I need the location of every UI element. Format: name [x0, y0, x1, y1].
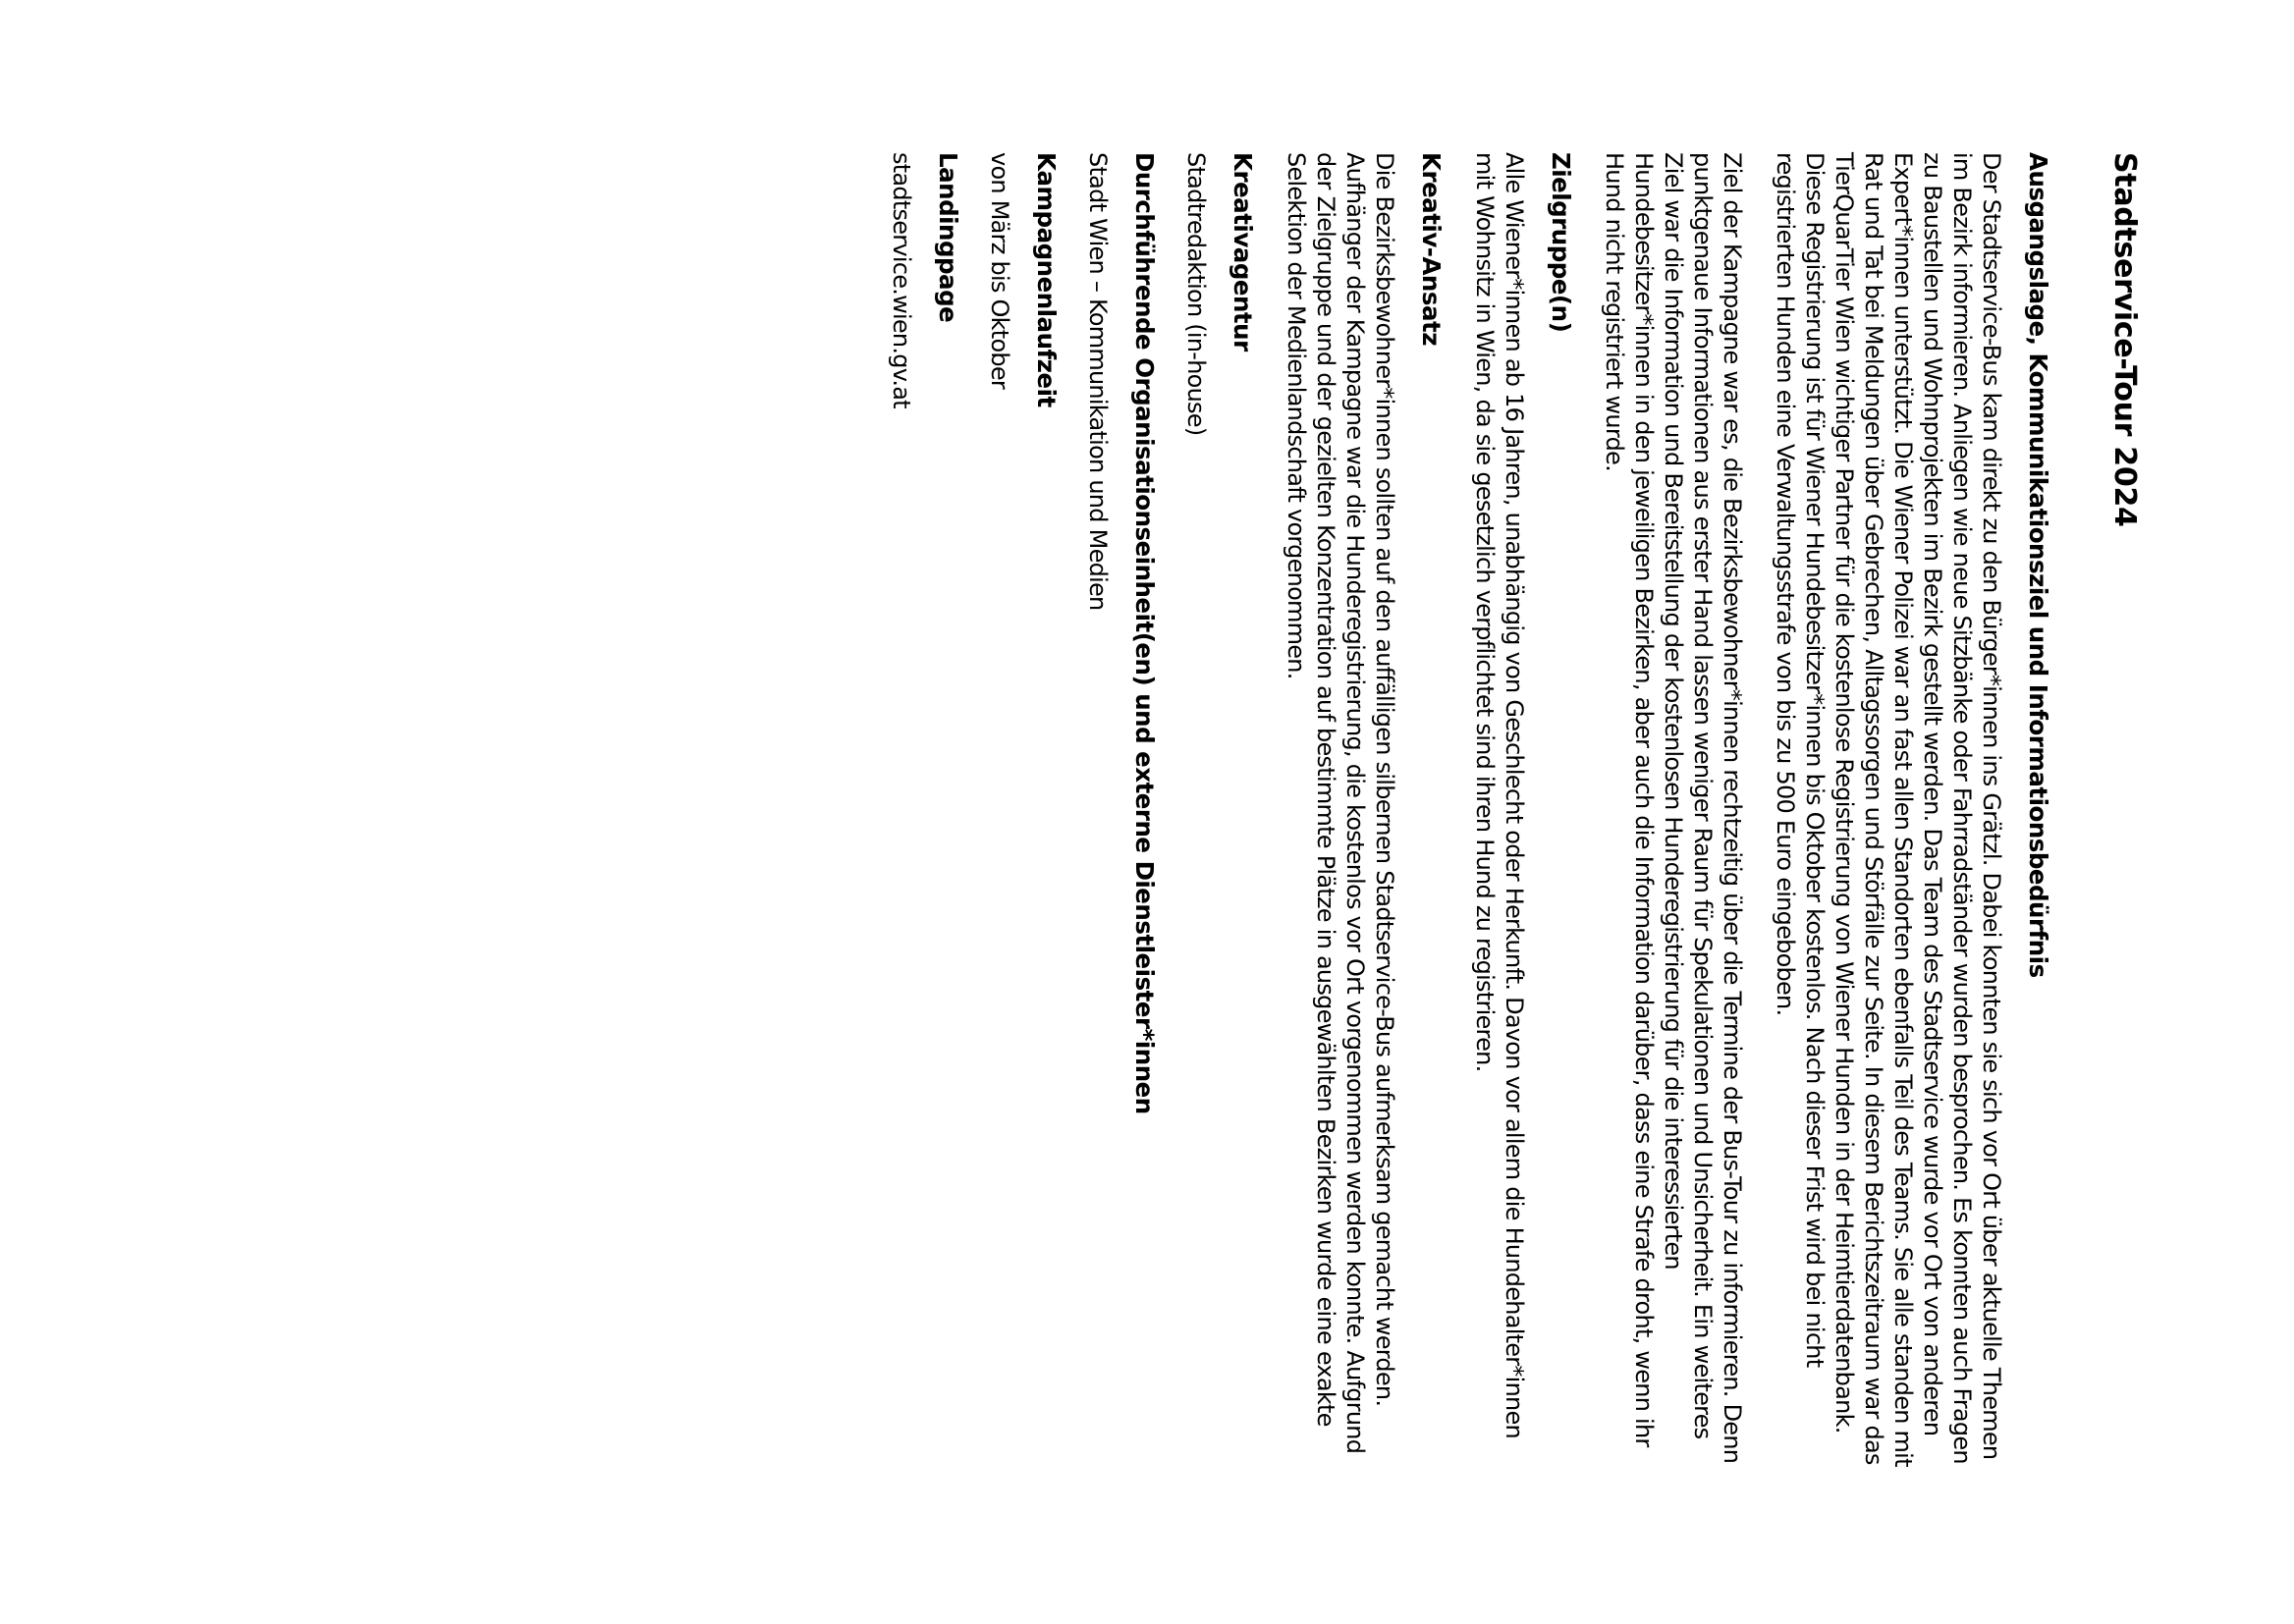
section-zielgruppe [1470, 152, 1576, 1467]
section-paragraph: von März bis Oktober [986, 152, 1013, 390]
section-heading: Kampagnenlaufzeit [1032, 152, 1061, 407]
section-organisationseinheit [1083, 152, 1160, 1467]
section-ausgangslage [1600, 152, 2053, 1467]
section-landingpage [887, 152, 963, 1467]
section-paragraph: Stadtredaktion (in-house) [1182, 152, 1210, 436]
section-paragraph: Stadt Wien – Kommunikation und Medien [1084, 152, 1112, 611]
section-heading: Kreativ-Ansatz [1417, 152, 1446, 346]
section-paragraph: Ziel der Kampagne war es, die Bezirksbewohner*innen rechtzeitig über die Termine der Bus-Tour zu informieren. Denn punktgenaue Informationen aus erster Hand lassen weniger Raum für Spekulationen und Unsicherheit. Ein weiteres Ziel war die Information und Bereitstellung der kostenlosen Hunderegistrierung für die interessierten Hundebesitzer*innen in den jeweiligen Bezirken, aber auch die Information darüber, dass eine Strafe droht, wenn ihr Hund nicht registriert wurde. [1601, 152, 1746, 1464]
section-kreativ-ansatz [1282, 152, 1447, 1467]
landingpage-url: stadtservice.wien.gv.at [888, 152, 915, 408]
section-heading: Kreativagentur [1229, 152, 1257, 352]
section-paragraph: Alle Wiener*innen ab 16 Jahren, unabhängig von Geschlecht oder Herkunft. Davon vor allem die Hundehalter*innen mit Wohnsitz in Wien, da sie gesetzlich verpflichtet sind ihren Hund zu registrieren. [1471, 152, 1528, 1438]
section-heading: Landingpage [934, 152, 962, 323]
section-heading: Zielgruppe(n) [1547, 152, 1575, 333]
section-paragraph: Der Stadtservice-Bus kam direkt zu den Bürger*innen ins Grätzl. Dabei konnten sie sich vor Ort über aktuelle Themen im Bezirk informieren. Anliegen wie neue Sitzbänke oder Fahrradständer wurden besprochen. Es konnten auch Fragen zu Baustellen und Wohnprojekten im Bezirk gestellt werden. Das Team des Stadtservice wurde vor Ort von anderen Expert*innen unterstützt. Die Wiener Polizei war an fast allen Standorten ebenfalls Teil des Teams. Sie alle standen mit Rat und Tat bei Meldungen über Gebrechen, Alltagssorgen und Störfälle zur Seite. In diesem Berichtszeitraum war das TierQuarTier Wien wichtiger Partner für die kostenlose Registrierung von Wiener Hunden in der Heimtierdatenbank. Diese Registrierung ist für Wiener Hundebesitzer*innen bis Oktober kostenlos. Nach dieser Frist wird bei nicht registrierten Hunden eine Verwaltungsstrafe von bis zu 500 Euro eingeboben. [1772, 152, 2005, 1467]
document-title: Stadtservice-Tour 2024 [2107, 152, 2142, 527]
section-kampagnenlaufzeit [985, 152, 1062, 1467]
section-heading: Ausgangslage, Kommunikationsziel und Informationsbedürfnis [2024, 152, 2052, 978]
section-heading: Durchführende Organisationseinheit(en) und externe Dienstleister*innen [1130, 152, 1159, 1114]
section-paragraph: Die Bezirksbewohner*innen sollten auf den auffälligen silbernen Stadtservice-Bus aufmerksam gemacht werden. Aufhänger der Kampagne war die Hunderegistrierung, die kostenlos vor Ort vorgenommen werden konnte. Aufgrund der Zielgruppe und der gezielten Konzentration auf bestimmte Plätze in ausgewählten Bezirken wurde eine exakte Selektion der Medienlandschaft vorgenommen. [1283, 152, 1398, 1454]
section-kreativagentur [1181, 152, 1258, 1467]
